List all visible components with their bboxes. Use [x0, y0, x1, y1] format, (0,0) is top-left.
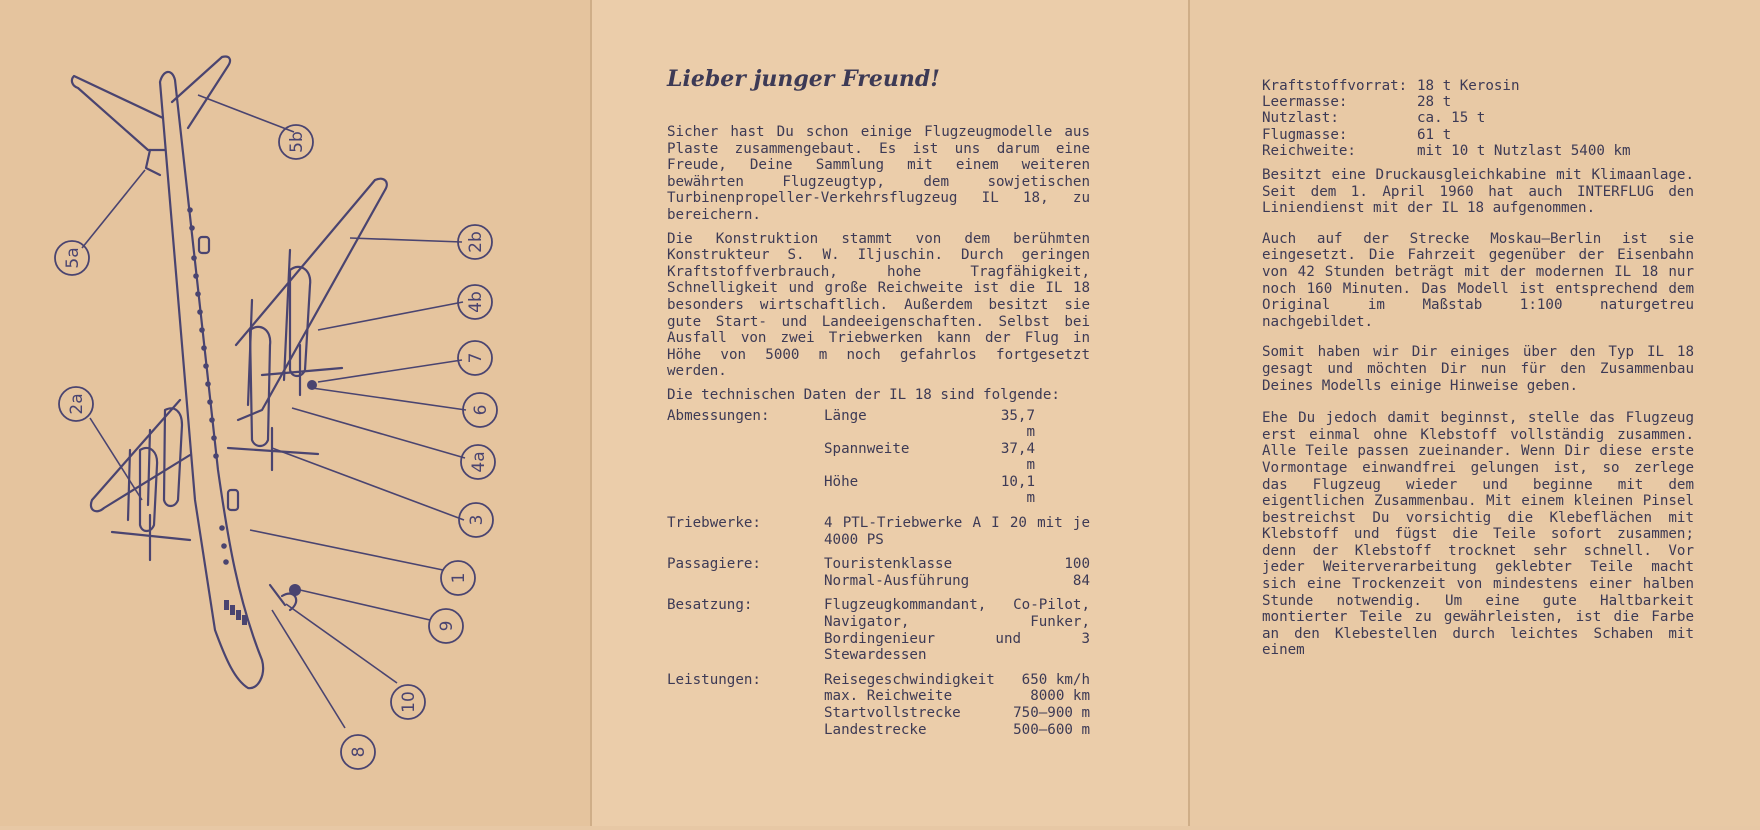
- assembly-paragraph: Somit haben wir Dir einiges über den Typ IL 18 gesagt und möchten Dir nun für den Zusammenbau Deines Modells einige Hinweise geben.: [1262, 344, 1694, 394]
- callout-label-1: 1: [449, 572, 469, 584]
- spec-label: Triebwerke:: [667, 515, 761, 532]
- tech-data-table: [1262, 78, 1631, 159]
- spec-value: 100: [1064, 556, 1090, 573]
- tech-value: 18 t Kerosin: [1417, 78, 1520, 94]
- spec-label: Passagiere:: [667, 556, 761, 573]
- specs-intro: Die technischen Daten der IL 18 sind folgende:: [667, 386, 1060, 403]
- tech-value: mit 10 t Nutzlast 5400 km: [1417, 142, 1631, 159]
- leader-8: [272, 610, 345, 728]
- callout-label-4b: 4b: [466, 291, 486, 313]
- spec-name: Höhe: [824, 473, 859, 490]
- leader-5b: [198, 95, 294, 132]
- spec-value: Flugzeugkommandant, Co-Pilot, Navigator, Funker, Bordingenieur und 3 Stewardessen: [824, 597, 1090, 664]
- spec-row: [667, 688, 1090, 705]
- spec-value: 500—600 m: [1013, 721, 1090, 738]
- intro-text: [667, 124, 1090, 738]
- assembly-panel: [1190, 0, 1760, 826]
- assembly-paragraph: Auch auf der Strecke Moskau—Berlin ist sie eingesetzt. Die Fahrzeit gegenüber der Eisenbahn von 42 Stunden beträgt mit der modernen IL 18 nur noch 160 Minuten. Das Modell ist entsprechend dem Original im Maßstab 1:100 naturgetreu nachgebildet.: [1262, 230, 1694, 330]
- spec-value: 84: [1072, 572, 1090, 589]
- propeller-left: [112, 515, 190, 560]
- spec-value: 650 km/h: [1021, 671, 1090, 688]
- leader-2a: [90, 418, 142, 500]
- spec-name: Länge: [824, 407, 867, 424]
- aircraft-parts-diagram: [0, 0, 592, 826]
- callout-label-6: 6: [471, 404, 491, 416]
- spec-value: 750—900 m: [1013, 705, 1090, 721]
- spec-row: [667, 441, 1090, 474]
- spec-name: Normal-Ausführung: [824, 572, 970, 589]
- callout-label-3: 3: [467, 514, 487, 526]
- callout-label-10: 10: [399, 691, 419, 713]
- tech-row: [1262, 94, 1631, 110]
- leader-1: [250, 530, 443, 570]
- callout-label-7: 7: [466, 352, 486, 364]
- spec-row: [667, 573, 1090, 590]
- leader-10: [286, 604, 397, 683]
- tech-label: Nutzlast:: [1262, 110, 1339, 127]
- spec-name: max. Reichweite: [824, 688, 953, 705]
- assembly-text: [1262, 78, 1694, 666]
- tech-row: [1262, 78, 1631, 94]
- leader-2b: [350, 238, 462, 242]
- spec-name: Reisegeschwindigkeit: [824, 671, 995, 688]
- tech-value: 61 t: [1417, 126, 1452, 143]
- tech-label: Reichweite:: [1262, 142, 1356, 159]
- leader-9: [300, 590, 430, 620]
- callout-label-5a: 5a: [63, 247, 83, 269]
- leader-4a: [292, 408, 465, 458]
- spec-row: [667, 672, 1090, 689]
- spec-row: [667, 722, 1090, 739]
- callout-label-5b: 5b: [287, 131, 307, 153]
- spec-name: Startvollstrecke: [824, 705, 961, 721]
- callout-label-9: 9: [437, 620, 457, 632]
- intro-paragraph: Die Konstruktion stammt von dem berühmten Konstrukteur S. W. Iljuschin. Durch geringen Kraftstoffverbrauch, hohe Tragfähigkeit, Schnelligkeit und große Reichweite ist die IL 18 besonders wirtschaftlich. Außerdem besitzt sie gute Start- und Landeeigenschaften. Selbst bei Ausfall von zwei Triebwerken kann der Flug in Höhe von 5000 m noch gefahrlos fortgesetzt werden.: [667, 230, 1090, 380]
- spec-name: Spannweite: [824, 440, 910, 457]
- tech-value: 28 t: [1417, 94, 1452, 111]
- callout-label-8: 8: [349, 746, 369, 758]
- spec-value: 4 PTL-Triebwerke A I 20 mit je 4000 PS: [824, 515, 1090, 548]
- fuselage-outline: [160, 72, 263, 688]
- tech-label: Leermasse:: [1262, 94, 1348, 111]
- spec-label: Abmessungen:: [667, 407, 770, 424]
- assembly-paragraph: Besitzt eine Druckausgleichkabine mit Klimaanlage. Seit dem 1. April 1960 hat auch INTERFLUG den Liniendienst mit der IL 18 aufgenommen.: [1262, 167, 1694, 217]
- tech-row: [1262, 143, 1631, 159]
- diagram-panel: [0, 0, 592, 826]
- leader-4b: [318, 302, 463, 330]
- spec-value: 10,1 m: [1000, 473, 1035, 507]
- spec-label: Besatzung:: [667, 597, 753, 614]
- tech-row: [1262, 110, 1631, 126]
- callout-label-2a: 2a: [67, 393, 87, 415]
- specs-table: [667, 408, 1090, 739]
- leader-3: [272, 448, 464, 520]
- tech-value: ca. 15 t: [1417, 110, 1486, 127]
- assembly-paragraph: Ehe Du jedoch damit beginnst, stelle das Flugzeug erst einmal ohne Klebstoff vollständig zusammen. Alle Teile passen zueinander. Wenn Dir diese erste Vormontage einwandfrei gelungen ist, so zerlege das Flugzeug wieder und beginne mit dem eigentlichen Zusammenbau. Mit einem kleinen Pinsel bestreichst Du vorsichtig die Klebeflächen mit Klebstoff und fügst die Teile sofort zusammen; denn der Klebstoff trocknet sehr schnell. Vor jeder Weiterverarbeitung geklebter Teile macht sich eine Trockenzeit von mindestens einer halben Stunde notwendig. Um eine gute Haltbarkeit montierter Teile zu gewährleisten, ist die Farbe an den Klebestellen durch leichtes Schaben mit einem: [1262, 410, 1694, 659]
- spec-name: Landestrecke: [824, 721, 927, 738]
- spec-value: 37,4 m: [1000, 440, 1035, 474]
- spec-row: [667, 408, 1090, 441]
- callout-label-4a: 4a: [469, 451, 489, 473]
- spec-value: 8000 km: [1030, 688, 1090, 705]
- engine-4a: [250, 327, 270, 446]
- greeting-heading: Lieber junger Freund!: [667, 66, 940, 92]
- tech-label: Kraftstoffvorrat:: [1262, 78, 1408, 94]
- spec-row: [667, 556, 1090, 573]
- intro-panel: [592, 0, 1190, 826]
- tech-row: [1262, 127, 1631, 143]
- leader-5a: [82, 170, 145, 248]
- leader-6: [312, 388, 466, 410]
- spec-row: [667, 597, 1090, 663]
- horizontal-stabilizer: [72, 76, 165, 150]
- spec-row: [667, 705, 1090, 722]
- callout-label-2b: 2b: [466, 231, 486, 253]
- spec-row: [667, 515, 1090, 548]
- spec-value: 35,7 m: [1000, 407, 1035, 441]
- spec-name: Touristenklasse: [824, 556, 953, 573]
- spec-row: [667, 474, 1090, 507]
- spec-label: Leistungen:: [667, 671, 761, 688]
- leader-7: [318, 360, 462, 382]
- tech-label: Flugmasse:: [1262, 126, 1348, 143]
- tail-fin: [172, 57, 230, 128]
- intro-paragraph: Sicher hast Du schon einige Flugzeugmodelle aus Plaste zusammengebaut. Es ist uns darum eine Freude, Deine Sammlung mit einem weiteren bewährten Flugzeugtyp, dem sowjetischen Turbinenpropeller-Verkehrsflugzeug IL 18, zu bereichern.: [667, 124, 1090, 223]
- engine-left-a: [164, 408, 182, 506]
